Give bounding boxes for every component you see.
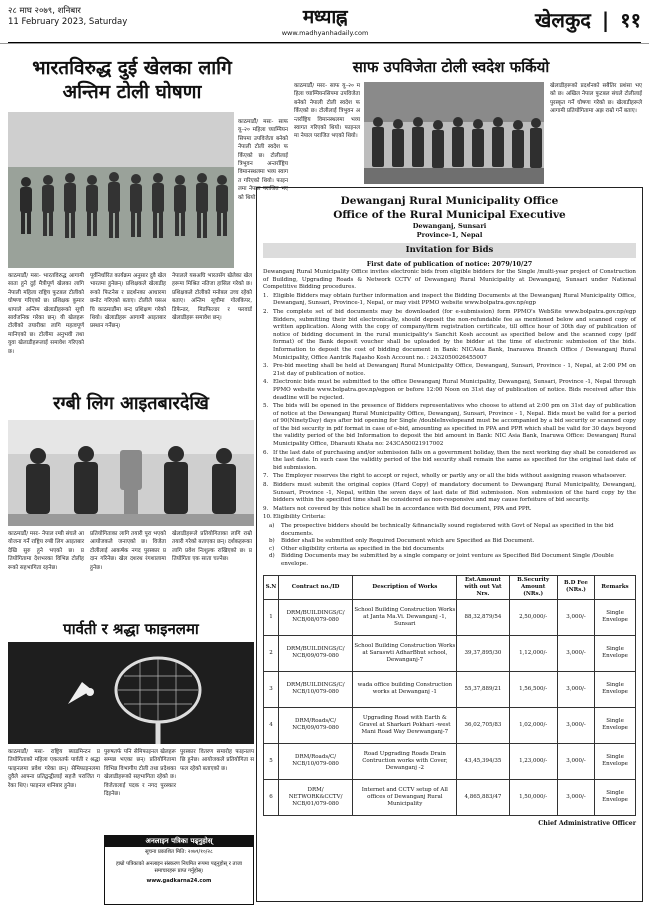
criteria-text: Other eligibility criteria as specified in the bid documents [281, 545, 444, 552]
notice-title-office: Dewanganj Rural Municipality Office [340, 195, 559, 207]
table-cell: School Building Construction Works at Janta Ma.Vi. Dewanganj -1, Sunsari [353, 599, 457, 635]
notice-intro: Dewanganj Rural Municipality Office invites electronic bids from eligible bidders for the Single /multi-year project of Construction of Building, Upgrading Roads & Network CCTV of Dewanganj Rural Municipality at Dewanganj, Sunsari under National Competitive Bidding procedures. [263, 269, 636, 291]
table-cell: 3,000/- [557, 743, 594, 779]
table-cell: DRM/Roads/C/ NCB/09/079-080 [278, 707, 352, 743]
saf-col-1: काठमाडौं/ मसः- साफ यू–२० महिला च्याम्पियनसिपमा उपविजेता बनेको नेपाली टोली स्वदेश फर्किएको छ। टोलीलाई त्रिभुवन अन्तर्राष्ट्रिय विमानस्थलमा भव्य स्वागत गरिएको थियो। फाइनलमा नेपाल पराजित भएको थियो। [294, 83, 360, 140]
clause-number: 10. [263, 514, 272, 521]
table-cell: Single Envelope [595, 635, 636, 671]
table-header-cell: B.Security Amount (NRs.) [509, 575, 557, 599]
team-col-3: नेपालले यसअघि भारतसँग खेलेका खेलहरूमा मिश्रित नतिजा हासिल गरेको छ। प्रशिक्षकले टोलीको मनोबल उच्च रहेको बताए। अन्तिम सूचीमा गोलकिपर, डिफेन्डर, मिडफिल्डर र फरवार्ड खेलाडीहरू समावेश छन्। [172, 273, 252, 322]
rugby-photo-image [8, 420, 254, 526]
criteria-label: b) [269, 538, 275, 545]
bids-table-body [264, 599, 636, 815]
clause-text: The complete set of bid documents may be downloaded (for e-submission) form PPMO's WebSite www.bolpatra.gov.np/egp Bidders, submitting their bid electronically, should deposit the non-refundable fee as mentioned below and scanned copy of written application. Along with the copy of company/firm registration certificate, till office hour of 30th day of publication of notice of bidding document in the rural municipality's Sanchit Kosh account as specified below and the scanned copy (pdf format) of the Bank deposit voucher shall be uploaded by the bidder at the time of electronic submission of the bids. Information to deposit the cost of bidding document in Bank: NICAsia Bank, Inarauwa Branch Office / Dewanganj Rural Municipality, Office Aantrik Rajasho Kosh Account no. : 2432050026455007 [273, 308, 636, 361]
criteria-label: d) [269, 553, 275, 560]
notice-title-executive: Office of the Rural Municipal Executive [333, 209, 566, 221]
criteria-item [263, 538, 636, 546]
table-cell: 2 [264, 635, 279, 671]
page-number: ११ [620, 8, 641, 32]
promo-url[interactable]: www.gadkarna24.com [146, 877, 212, 884]
badminton-col-3: पुरस्कार वितरण समारोह फाइनलपछि हुनेछ। आयोजकले प्रतियोगिता सफल रहेको बताएको छ। [180, 749, 254, 772]
table-cell: Single Envelope [595, 743, 636, 779]
table-cell: Internet and CCTV setup of All offices of Dewanganj Rural Municipality [353, 779, 457, 815]
notice-clause [263, 450, 636, 473]
notice-publication-date: First date of publication of notice: 2079/10/27 [366, 260, 533, 268]
notice-signoff: Chief Administrative Officer [538, 819, 636, 827]
table-cell: DRM/BUILDINGS/C/ NCB/09/079-080 [278, 635, 352, 671]
promo-date: सूचना प्रकाशित मिति: २०७९/१०/२८ [145, 849, 213, 855]
bids-table-header [264, 575, 636, 599]
table-cell: 5 [264, 743, 279, 779]
promo-box [104, 835, 254, 905]
table-cell: DRM/BUILDINGS/C/ NCB/08/079-080 [278, 599, 352, 635]
table-header-cell: B.D Fee (NRs.) [557, 575, 594, 599]
team-headline-line2: अन्तिम टोली घोषणा [62, 81, 202, 103]
criteria-item [263, 553, 636, 568]
notice-clause [263, 403, 636, 449]
clause-number: 5. [263, 403, 269, 410]
table-cell: 36,02,705/83 [457, 707, 509, 743]
eligibility-criteria [263, 523, 636, 569]
table-cell: Single Envelope [595, 671, 636, 707]
masthead-rule [8, 42, 641, 43]
team-headline-line1: भारतविरुद्ध दुई खेलका लागि [32, 57, 232, 79]
clause-number: 4. [263, 379, 269, 386]
clause-text: Pre-bid meeting shall be held at Dewanganj Rural Municipality Office, Dewanganj, Sunsari, Province - 1, Nepal, at 2:00 PM on 21st day of publication of notice. [273, 363, 636, 377]
table-cell: 3 [264, 671, 279, 707]
table-row [264, 635, 636, 671]
section-name: खेलकुद [535, 8, 591, 32]
table-cell: 2,50,000/- [509, 599, 557, 635]
notice-clause [263, 514, 636, 522]
clause-text: The Employer reserves the right to accept or reject, wholly or partly any or all the bids without assigning reason whatsoever. [273, 473, 627, 480]
saf-photo-image [364, 82, 544, 184]
team-photo [8, 112, 234, 268]
table-cell: 43,45,394/35 [457, 743, 509, 779]
clause-number: 1. [263, 292, 269, 299]
clause-number: 8. [263, 482, 269, 489]
table-row [264, 779, 636, 815]
table-cell: 4,865,883/47 [457, 779, 509, 815]
table-row [264, 599, 636, 635]
logo-url: www.madhyanhadaily.com [281, 29, 369, 37]
notice-clause [263, 482, 636, 505]
clause-text: Electronic bids must be submitted to the office Dewanganj Rural Municipality, Dewanganj, Sunsari, Province -1, Nepal through PPMO website www.bolpatra.gov.np/egpon or before 12:00 Noon on 31st day of publication of notice. Bids received after this deadline will be rejected. [273, 379, 636, 401]
notice-clause [263, 293, 636, 308]
notice-address-2: Province-1, Nepal [416, 231, 483, 239]
table-cell: Single Envelope [595, 599, 636, 635]
table-cell: Single Envelope [595, 779, 636, 815]
table-cell: 39,37,895/30 [457, 635, 509, 671]
notice-clauses [263, 293, 636, 522]
table-cell: DRM/Roads/C/ NCB/10/079-080 [278, 743, 352, 779]
table-cell: Upgrading Road with Earth & Gravel at Sharkari Pokhari -west Mani Road Way Dewwanganj-7 [353, 707, 457, 743]
clause-number: 6. [263, 449, 269, 456]
table-header-cell: Remarks [595, 575, 636, 599]
criteria-label: c) [269, 545, 275, 552]
badminton-col-2: पुरुषतर्फ पनि सेमिफाइनल खेलहरू सम्पन्न भएका छन्। प्रतियोगितामा विभिन्न विभागीय टोली तथा प्रदेशका खेलाडीहरूको सहभागिता रहेको छ। विजेतालाई पदक र नगद पुरस्कार दिइनेछ। [104, 749, 176, 798]
criteria-item [263, 546, 636, 554]
table-cell: 3,000/- [557, 779, 594, 815]
criteria-text: Bidding Documents may be submitted by a single company or joint venture as Specified Bid Document Single /Double envelope. [281, 553, 614, 567]
clause-number: 3. [263, 363, 269, 370]
table-cell: 6 [264, 779, 279, 815]
notice-address-1: Dewanganj, Sunsari [412, 222, 487, 230]
table-cell: wada office building Construction works at Dewanganj -1 [353, 671, 457, 707]
table-row [264, 671, 636, 707]
table-cell: 4 [264, 707, 279, 743]
team-col-1: काठमाडौं/ मसः- भारतविरुद्ध आगामी साता हुने दुई मैत्रीपूर्ण खेलका लागि नेपाली महिला राष्ट्रिय फुटबल टोलीको घोषणा गरिएको छ। प्रशिक्षक कुमार थापाले अन्तिम खेलाडीहरूको सूची सार्वजनिक गरेका छन्। यी खेलहरू टोलीको तयारीका लागि महत्वपूर्ण मानिएको छ। टोलीमा अनुभवी तथा युवा खेलाडीहरूलाई समावेश गरिएको छ। [8, 273, 84, 355]
rugby-col-1: काठमाडौं/ मसः- नेपाल रग्बी संघले आयोजना गर्ने राष्ट्रिय रग्बी लिग आइतबारदेखि सुरु हुने भएको छ। प्रतियोगितामा देशभरका विभिन्न टोलीहरूको सहभागिता रहनेछ। [8, 531, 84, 571]
table-cell: 1 [264, 599, 279, 635]
badminton-photo [8, 642, 254, 744]
criteria-label: a) [269, 523, 275, 529]
table-row [264, 743, 636, 779]
badminton-headline: पार्वती र श्रद्धा फाइनलमा [63, 620, 199, 638]
clause-text: Eligible Bidders may obtain further information and inspect the Bidding Documents at the Dewanganj Rural Municipality Office, Dewanganj, Sunsari, Province-1, Nepal, or may visit PPMO website www.bolpatra.gov.np/egp [273, 292, 636, 307]
notice-clause [263, 379, 636, 402]
saf-col-2: खेलाडीहरूको प्रदर्शनको सबैतिर प्रशंसा भएको छ। अखिल नेपाल फुटबल संघले टोलीलाई पुरस्कृत गर्ने घोषणा गरेको छ। खेलाडीहरूले आगामी प्रतियोगितामा अझ राम्रो गर्ने बताए। [550, 83, 642, 115]
table-cell: School Building Construction Works at Saraswti AdharBhut school, Dewanganj-7 [353, 635, 457, 671]
table-cell: 1,02,000/- [509, 707, 557, 743]
table-header-cell: Est.Amount with out Vat Nrs. [457, 575, 509, 599]
newspaper-logo [270, 3, 380, 37]
criteria-text: Bidder shall be submitted only Required Document which are Specified as Bid Document. [281, 538, 535, 545]
clause-text: Matters not covered by this notice shall be in accordance with Bid document, PPA and PPR. [273, 505, 532, 512]
masthead [0, 0, 649, 44]
saf-headline: साफ उपविजेता टोली स्वदेश फर्कियो [352, 58, 550, 76]
table-cell: 3,000/- [557, 707, 594, 743]
table-cell: 3,000/- [557, 635, 594, 671]
team-headline [8, 56, 256, 104]
notice-invitation-heading: Invitation for Bids [263, 243, 636, 258]
table-row [264, 707, 636, 743]
logo-text: मध्याह्न [302, 6, 348, 28]
notice-clause [263, 363, 636, 378]
date-english: 11 February 2023, Saturday [8, 17, 128, 27]
clause-number: 7. [263, 473, 269, 480]
bids-table [263, 575, 636, 816]
table-cell: 1,56,500/- [509, 671, 557, 707]
badminton-photo-image [8, 642, 254, 744]
promo-heading: अनलाइन पत्रिका पढ्नुहोस् [105, 836, 253, 847]
clause-text: If the last date of purchasing and/or submission falls on a government holiday, then the next working day shall be considered as the last date. In such case the validity period of the bid security shall remain the same as specified for the original last date of bid submission. [273, 449, 636, 471]
rugby-col-2: प्रतियोगिताका लागि तयारी पूरा भएको आयोजकले जनाएको छ। विजेता टोलीलाई आकर्षक नगद पुरस्कार प्रदान गरिनेछ। खेल दशरथ रंगशालामा हुनेछ। [90, 531, 166, 571]
rugby-col-3: खेलाडीहरूले प्रतियोगिताका लागि राम्रो तयारी गरेको बताएका छन्। दर्शकहरूका लागि प्रवेश निःशुल्क राखिएको छ। प्रतियोगिता एक साता चल्नेछ। [172, 531, 252, 563]
table-cell: 55,37,889/21 [457, 671, 509, 707]
promo-body: हाम्रो पत्रिकाको अनलाइन संस्करण नियमित रूपमा पढ्नुहोस् र ताजा समाचारहरू प्राप्त गर्नुहोस्। [115, 860, 243, 875]
table-cell: 3,000/- [557, 671, 594, 707]
team-photo-image [8, 112, 234, 268]
notice-clause [263, 309, 636, 362]
saf-col-left: काठमाडौं/ मसः- साफ यू–२० महिला च्याम्पियनसिपमा उपविजेता बनेको नेपाली टोली स्वदेश फर्किएको छ। टोलीलाई त्रिभुवन अन्तर्राष्ट्रिय विमानस्थलमा भव्य स्वागत गरिएको थियो। फाइनलमा नेपाल पराजित भएको थियो। [238, 119, 288, 201]
clause-number: 9. [263, 505, 269, 512]
clause-text: Bidders must submit the original copies (Hard Copy) of mandatory document to Dewanganj Rural Municipality, Dewanganj, Sunsari, Province -1, Nepal, within the seven days of last date of Bid submission. Non submission of the hard copy by the bidders within the specified time shall be considered as non-responsive and may cause forfeiture of bid security. [273, 482, 636, 504]
clause-text: Eligibility Criteria: [273, 514, 326, 521]
notice-clause [263, 506, 636, 514]
bid-notice [256, 187, 643, 902]
clause-number: 2. [263, 308, 269, 315]
team-col-2: पूर्वनिर्धारित कार्यक्रम अनुसार दुवै खेल भारतमा हुनेछन्। प्रशिक्षकले खेलाडीहरूको फिटनेस र प्रदर्शनका आधारमा छनोट गरिएको बताए। टोलीले यसअघि काठमाडौंमा बन्द प्रशिक्षण गरेको थियो। खेलाडीहरू आगामी आइतबार प्रस्थान गर्नेछन्। [90, 273, 166, 330]
criteria-text: The prospective bidders should be technically &financially sound registered with Govt of Nepal as specified in the bid documents. [281, 523, 614, 537]
rugby-headline: रग्बी लिग आइतबारदेखि [53, 393, 209, 414]
table-cell: 1,12,000/- [509, 635, 557, 671]
clause-text: The bids will be opened in the presence of Bidders representatives who choose to attend at 2:00 pm on 31st day of publication of notice at the Dewanganj Rural Municipality Office, Dewanganj, Sunsari, Province - 1, Nepal. Bids must be valid for a period of 90(NinetyDay) days after bid opening for Single /doubleInvelopeand must be accompanied by a bid security or scanned copy of the bid security in pdf format in case of e-bid, amounting as specified in PPA and PPR which shall be valid for 30 days beyond the validity period of the bid Information to deposit the bid amount in Bank: NIC Asia Bank, Inaruwa Office: Dewanganj Rural Municipality Office, Dharauti Khata no: 243CA50021917002 [273, 403, 636, 448]
notice-clause [263, 473, 636, 481]
table-cell: DRM/ NETWORK&CCTV/ NCB/01/079-080 [278, 779, 352, 815]
table-cell: Road Upgrading Roads Drain Contruction works with Cover, Dewanganj -2 [353, 743, 457, 779]
table-cell: 1,50,000/- [509, 779, 557, 815]
table-header-cell: Description of Works [353, 575, 457, 599]
saf-photo [364, 82, 544, 184]
table-cell: 1,23,000/- [509, 743, 557, 779]
table-cell: 3,000/- [557, 599, 594, 635]
issue-date [8, 6, 127, 28]
criteria-item [263, 523, 636, 538]
date-nepali: २८ माघ २०७९, शनिबार [8, 6, 81, 16]
rugby-photo [8, 420, 254, 526]
table-cell: Single Envelope [595, 707, 636, 743]
table-header-cell: Contract no./ID [278, 575, 352, 599]
section-label: खेलकुद | ११ [535, 8, 641, 32]
table-cell: 88,32,879/54 [457, 599, 509, 635]
table-cell: DRM/BUILDINGS/C/ NCB/10/079-080 [278, 671, 352, 707]
table-header-cell: S.N [264, 575, 279, 599]
badminton-col-1: काठमाडौं/ मसः- राष्ट्रिय ब्याडमिन्टन प्रतियोगिताको महिला एकलतर्फ पार्वती र श्रद्धा फाइनलमा प्रवेश गरेका छन्। सेमिफाइनलमा दुवैले आफ्ना प्रतिद्वन्द्वीलाई सहजै पराजित गरेका थिए। फाइनल शनिबार हुनेछ। [8, 749, 100, 789]
